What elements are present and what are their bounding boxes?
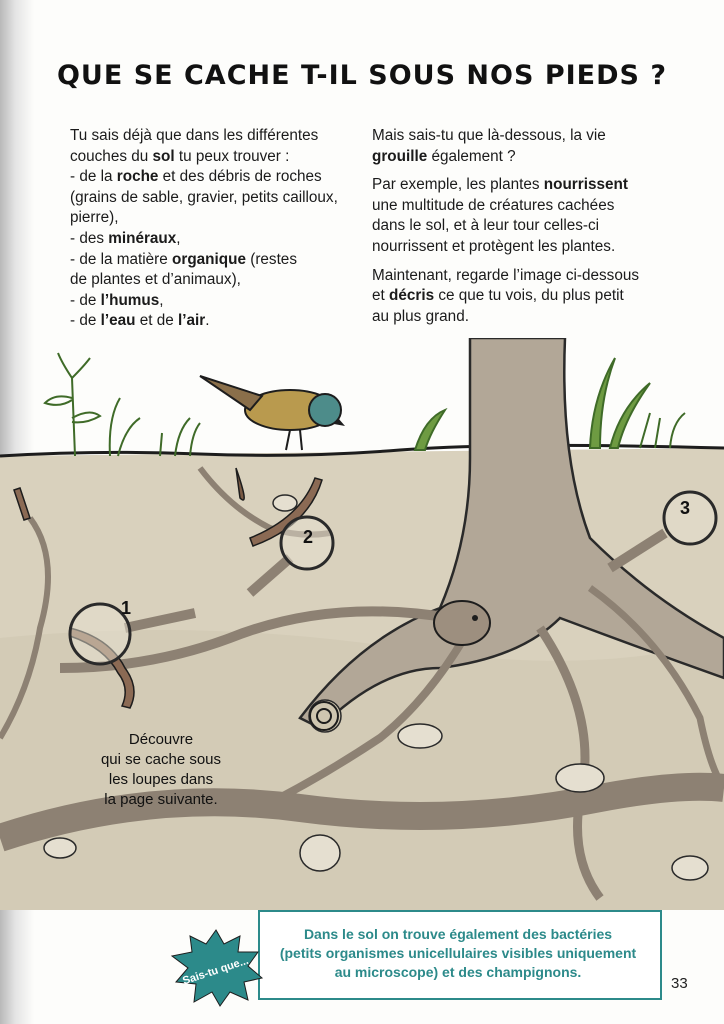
emphasis-word: nourrissent — [543, 176, 628, 194]
text-run: et des débris de roches — [158, 168, 322, 186]
text-run: également ? — [427, 147, 516, 165]
text-line — [372, 266, 702, 287]
paragraph — [372, 126, 702, 167]
text-line — [372, 307, 702, 328]
text-run: - de — [70, 312, 101, 330]
text-run: ce que tu vois, du plus petit — [434, 287, 624, 305]
info-line: Dans le sol on trouve également des bactéries — [303, 926, 613, 942]
text-run: Maintenant, regarde l’image ci-dessous — [372, 266, 639, 284]
text-run: couches du — [70, 147, 153, 165]
paragraph — [372, 175, 702, 257]
info-line: (petits organismes unicellulaires visibles uniquement — [279, 945, 637, 961]
bird-illustration — [200, 376, 345, 450]
intro-text-right — [372, 126, 702, 335]
text-line — [372, 196, 702, 217]
text-run: pierre), — [70, 209, 119, 227]
text-line — [372, 286, 702, 307]
info-box-text — [268, 925, 648, 982]
magnifier-label-1: 1 — [121, 598, 132, 618]
text-run: (restes — [245, 250, 297, 268]
emphasis-word: sol — [152, 147, 175, 165]
emphasis-word: grouille — [372, 147, 428, 165]
text-run: - de la — [70, 168, 117, 186]
text-run: . — [205, 312, 210, 330]
text-line — [70, 147, 370, 168]
caption-line: les loupes dans — [108, 771, 214, 788]
emphasis-word: roche — [116, 168, 159, 186]
text-line — [372, 126, 702, 147]
text-run: et de — [135, 312, 178, 330]
mouse-illustration — [434, 601, 490, 645]
text-line — [70, 208, 370, 229]
emphasis-word: l’humus — [100, 291, 160, 309]
did-you-know-badge — [168, 928, 264, 1008]
grass-plants — [45, 353, 685, 456]
text-line — [70, 188, 370, 209]
intro-text-left — [70, 126, 370, 332]
text-run: Par exemple, les plantes — [372, 176, 544, 194]
text-run: dans le sol, et à leur tour celles-ci — [372, 217, 600, 235]
emphasis-word: organique — [172, 250, 246, 268]
text-line — [70, 126, 370, 147]
page-title: QUE SE CACHE T-IL SOUS NOS PIEDS ? — [56, 60, 668, 91]
text-run: de plantes et d’animaux), — [70, 271, 241, 289]
text-run: Mais sais-tu que là-dessous, la vie — [372, 127, 606, 144]
text-line — [372, 237, 702, 258]
text-run: une multitude de créatures cachées — [372, 196, 615, 214]
emphasis-word: l’air — [178, 312, 206, 330]
text-run: nourrissent et protègent les plantes. — [372, 237, 616, 255]
magnifier-label-2: 2 — [303, 527, 314, 547]
soil-illustration — [0, 338, 724, 910]
text-line — [70, 270, 370, 291]
text-line — [372, 147, 702, 168]
caption-line: la page suivante. — [104, 791, 218, 808]
text-line — [70, 229, 370, 250]
magnifier-label-3: 3 — [680, 498, 691, 518]
caption-line: qui se cache sous — [100, 751, 222, 768]
info-line: au microscope) et des champignons. — [334, 964, 582, 980]
badge-label: Sais-tu que... — [181, 954, 251, 988]
caption-line: Découvre — [128, 731, 194, 748]
text-run: Tu sais déjà que dans les différentes — [70, 127, 319, 144]
page-number: 33 — [671, 975, 688, 992]
emphasis-word: décris — [389, 287, 435, 305]
text-run: , — [176, 229, 181, 247]
text-run: - de la matière — [70, 250, 173, 268]
text-line — [70, 250, 370, 271]
text-line — [70, 311, 370, 332]
text-run: - des — [70, 229, 109, 247]
caption-discover — [86, 730, 236, 810]
text-run: - de — [70, 291, 101, 309]
text-line — [372, 216, 702, 237]
emphasis-word: l’eau — [100, 312, 136, 330]
text-line — [70, 167, 370, 188]
text-run: au plus grand. — [372, 307, 469, 325]
emphasis-word: minéraux — [108, 229, 177, 247]
text-run: tu peux trouver : — [174, 147, 290, 165]
text-line — [70, 291, 370, 312]
text-run: (grains de sable, gravier, petits cailloux, — [70, 188, 338, 206]
paragraph — [372, 266, 702, 328]
text-run: , — [159, 291, 164, 309]
text-line — [372, 175, 702, 196]
text-run: et — [372, 287, 390, 305]
